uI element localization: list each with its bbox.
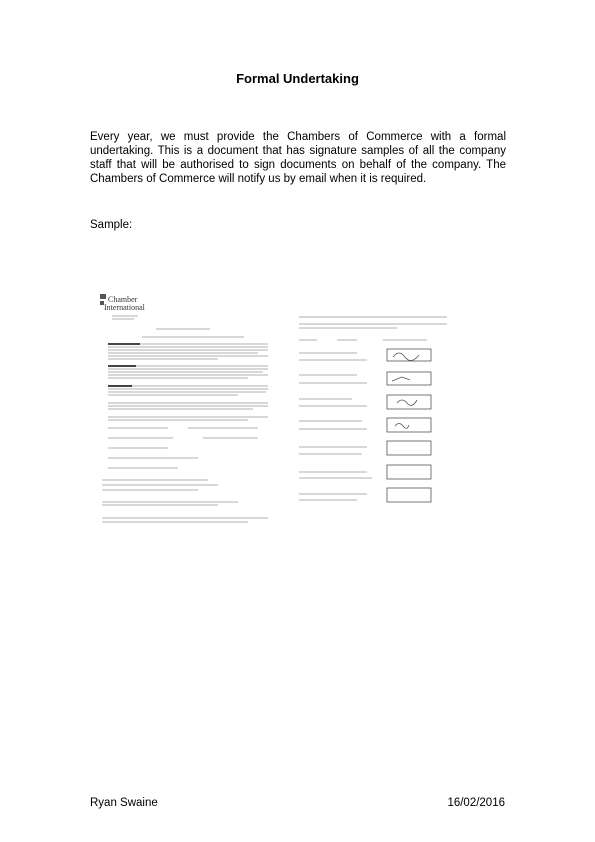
svg-text:Chamber: Chamber <box>108 295 138 304</box>
footer-date: 16/02/2016 <box>447 797 505 809</box>
sample-scan-right <box>297 313 451 513</box>
sample-scan-left <box>98 292 274 534</box>
page-title: Formal Undertaking <box>236 71 359 86</box>
footer-author: Ryan Swaine <box>90 797 158 809</box>
body-paragraph: Every year, we must provide the Chambers of Commerce with a formal undertaking. This is a document that has signature samples of all the company staff that will be authorised to sign documents on behalf of the company. The Chambers of Commerce will notify us by email when it is required. <box>90 131 506 185</box>
svg-text:International: International <box>104 303 145 312</box>
sample-label: Sample: <box>90 219 133 231</box>
